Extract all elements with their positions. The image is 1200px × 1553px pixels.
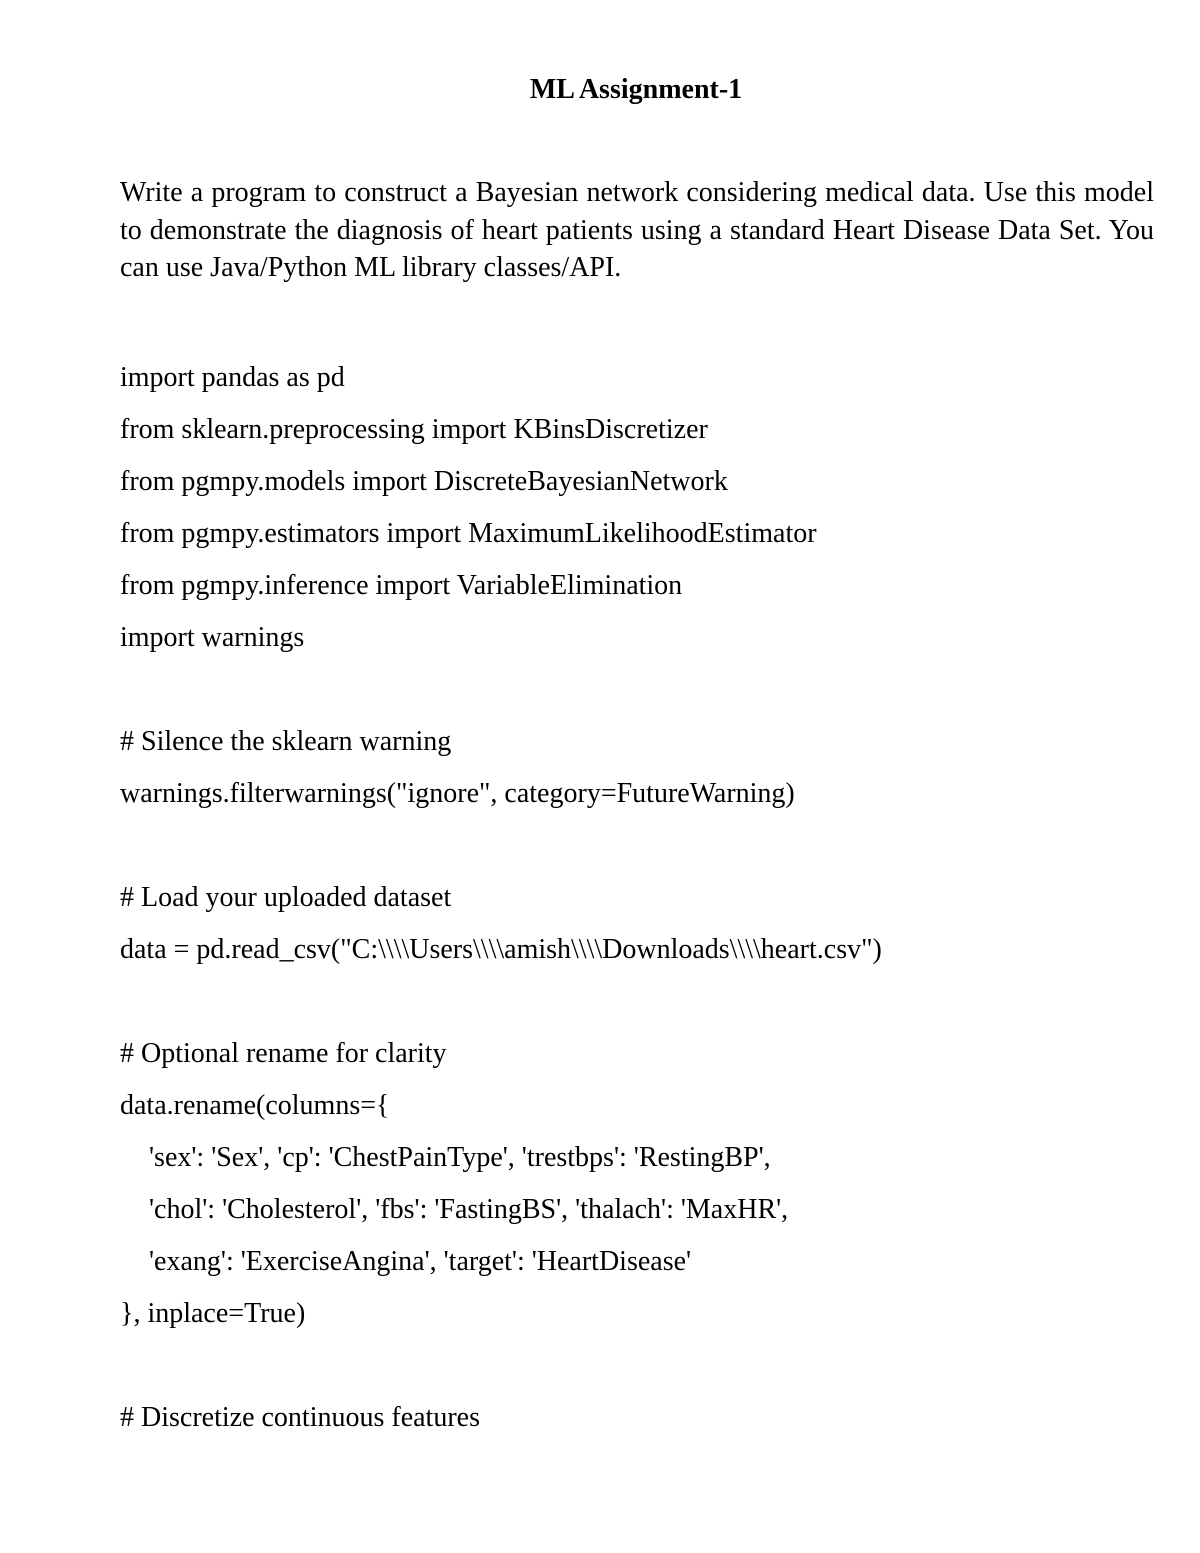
code-line: warnings.filterwarnings("ignore", category=FutureWarning) <box>120 778 795 809</box>
code-comment: # Load your uploaded dataset <box>120 882 452 913</box>
code-comment: # Discretize continuous features <box>120 1402 480 1433</box>
document-title: ML Assignment-1 <box>529 74 743 105</box>
code-line: 'exang': 'ExerciseAngina', 'target': 'HeartDisease' <box>149 1246 692 1277</box>
code-line: 'chol': 'Cholesterol', 'fbs': 'FastingBS', 'thalach': 'MaxHR', <box>149 1194 789 1225</box>
code-line: 'sex': 'Sex', 'cp': 'ChestPainType', 'trestbps': 'RestingBP', <box>149 1142 771 1173</box>
code-line: from pgmpy.models import DiscreteBayesianNetwork <box>120 466 728 497</box>
code-line: data.rename(columns={ <box>120 1090 390 1121</box>
blank-line <box>120 1340 1160 1392</box>
code-line: data = pd.read_csv("C:\\\\Users\\\\amish\\\\Downloads\\\\heart.csv") <box>120 934 882 965</box>
code-block <box>120 352 1160 1444</box>
blank-line <box>120 664 1160 716</box>
code-line: from sklearn.preprocessing import KBinsDiscretizer <box>120 414 708 445</box>
assignment-description: Write a program to construct a Bayesian network considering medical data. Use this model to demonstrate the diagnosis of heart patients using a standard Heart Disease Data Set. You can use Java/Python ML library classes/API. <box>120 177 1154 283</box>
code-line: import warnings <box>120 622 305 653</box>
code-line: from pgmpy.inference import VariableElimination <box>120 570 683 601</box>
code-line: }, inplace=True) <box>120 1298 306 1329</box>
blank-line <box>120 820 1160 872</box>
code-line: from pgmpy.estimators import MaximumLikelihoodEstimator <box>120 518 817 549</box>
code-line: import pandas as pd <box>120 362 345 393</box>
blank-line <box>120 976 1160 1028</box>
code-comment: # Optional rename for clarity <box>120 1038 447 1069</box>
code-comment: # Silence the sklearn warning <box>120 726 452 757</box>
